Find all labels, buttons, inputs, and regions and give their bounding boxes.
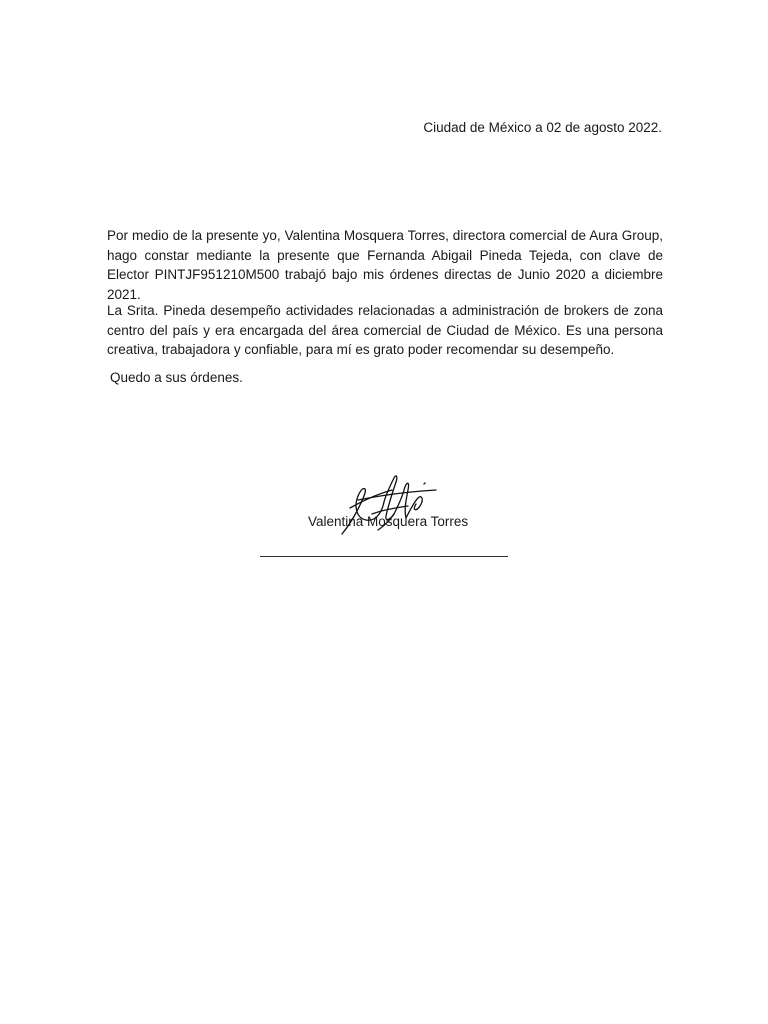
body-paragraph-introduction: Por medio de la presente yo, Valentina Mosquera Torres, directora comercial de Aura Group, hago constar mediante la presente que Fernanda Abigail Pineda Tejeda, con clave de Elector PINTJF951210M500 trabajó bajo mis órdenes directas de Junio 2020 a diciembre 2021. (107, 228, 663, 302)
signature-line (260, 556, 508, 557)
closing-line: Quedo a sus órdenes. (110, 370, 243, 385)
handwritten-signature (338, 470, 442, 536)
date-line: Ciudad de México a 02 de agosto 2022. (423, 120, 662, 135)
signer-name: Valentina Mosquera Torres (308, 514, 469, 529)
body-paragraph-description: La Srita. Pineda desempeño actividades relacionadas a administración de brokers de zona centro del país y era encargada del área comercial de Ciudad de México. Es una persona creativa, trabajadora y confiable, para mí es grato poder recomendar su desempeño. (107, 303, 663, 357)
